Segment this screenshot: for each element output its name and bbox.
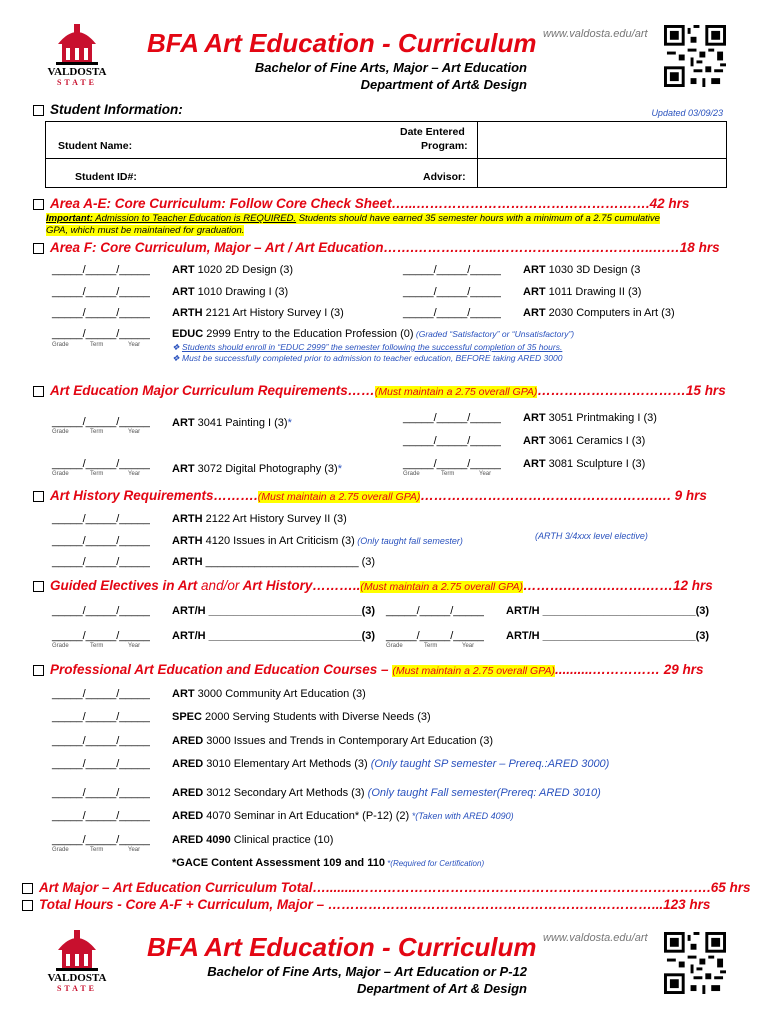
logo-text-state: STATE	[56, 78, 98, 87]
page-title: BFA Art Education - Curriculum	[147, 28, 537, 58]
educ-bullet-1: ❖ Students should enroll in “EDUC 2999” the semester following the successful completion of 35 hours.	[172, 342, 563, 352]
checkbox[interactable]	[33, 386, 44, 397]
grade-blank[interactable]: _____/_____/_____	[52, 810, 150, 822]
logo-text-valdosta: VALDOSTA	[47, 972, 107, 984]
grade-blank[interactable]: _____/_____/_____	[403, 458, 501, 470]
grade-blank[interactable]: _____/_____/_____	[403, 307, 501, 319]
year-label: Year	[462, 643, 475, 649]
checkbox[interactable]	[33, 105, 44, 116]
checkbox[interactable]	[33, 243, 44, 254]
student-id-label: Student ID#:	[75, 171, 137, 183]
course-educ-2999: EDUC 2999 Entry to the Education Profession (0) (Graded “Satisfactory” or “Unsatisfactory”)	[172, 328, 575, 340]
course-spec-2000: SPEC 2000 Serving Students with Diverse Needs (3)	[172, 711, 431, 723]
grade-blank[interactable]: _____/_____/_____	[52, 556, 150, 568]
elective-art-h-3[interactable]: ART/H _________________________(3)	[172, 630, 376, 642]
year-label: Year	[128, 643, 141, 649]
header-url[interactable]: www.valdosta.edu/art	[543, 28, 648, 40]
area-f-heading: Area F: Core Curriculum, Major – Art / Art Education…….……….……...……………………………..……18 hrs	[33, 240, 720, 255]
student-info-heading: Student Information:	[33, 102, 183, 117]
logo-text-valdosta: VALDOSTA	[47, 66, 107, 78]
grade-blank[interactable]: _____/_____/_____	[52, 711, 150, 723]
grade-blank[interactable]: _____/_____/_____	[52, 328, 150, 340]
term-label: Term	[90, 471, 104, 477]
course-art-3041: ART 3041 Painting I (3)*	[172, 417, 292, 429]
course-ared-4070: ARED 4070 Seminar in Art Education* (P-12) (2) *(Taken with ARED 4090)	[172, 810, 514, 822]
qr-code-icon	[664, 932, 726, 994]
program-label: Program:	[421, 140, 468, 152]
advisor-label: Advisor:	[423, 171, 466, 183]
year-label: Year	[128, 847, 141, 853]
arth-elective-note: (ARTH 3/4xxx level elective)	[535, 531, 648, 541]
year-label: Year	[128, 471, 141, 477]
major-heading: Art Education Major Curriculum Requirements……(Must maintain a 2.75 overall GPA)……………………………15 hrs	[33, 383, 726, 398]
grade-blank[interactable]: _____/_____/_____	[52, 458, 150, 470]
grade-label: Grade	[403, 471, 420, 477]
educ-bullet-2: ❖ Must be successfully completed prior to admission to teacher education, BEFORE taking ARED 3000	[172, 353, 563, 363]
checkbox[interactable]	[22, 883, 33, 894]
grade-blank[interactable]: _____/_____/_____	[52, 787, 150, 799]
valdosta-logo	[40, 928, 115, 998]
elective-art-h-2[interactable]: ART/H _________________________(3)	[506, 605, 710, 617]
course-art-3072: ART 3072 Digital Photography (3)*	[172, 463, 342, 475]
grade-blank[interactable]: _____/_____/_____	[386, 605, 484, 617]
course-art-1020: ART 1020 2D Design (3)	[172, 264, 294, 276]
course-art-1010: ART 1010 Drawing I (3)	[172, 286, 289, 298]
elective-art-h-1[interactable]: ART/H _________________________(3)	[172, 605, 376, 617]
checkbox[interactable]	[33, 665, 44, 676]
grade-blank[interactable]: _____/_____/_____	[52, 735, 150, 747]
important-note-line1: Important: Admission to Teacher Education is REQUIRED. Students should have earned 35 semester hours with a minimum of a 2.75 cumulative	[46, 213, 660, 224]
footer-department: Department of Art & Design	[357, 981, 527, 996]
grade-blank[interactable]: _____/_____/_____	[52, 307, 150, 319]
checkbox[interactable]	[33, 199, 44, 210]
gace-requirement: *GACE Content Assessment 109 and 110 *(Required for Certification)	[172, 857, 485, 869]
grade-blank[interactable]: _____/_____/_____	[386, 630, 484, 642]
term-label: Term	[424, 643, 438, 649]
course-arth-2121: ARTH 2121 Art History Survey I (3)	[172, 307, 344, 319]
course-ared-3000: ARED 3000 Issues and Trends in Contemporary Art Education (3)	[172, 735, 493, 747]
grade-label: Grade	[52, 643, 69, 649]
updated-date: Updated 03/09/23	[651, 108, 723, 118]
valdosta-logo	[40, 22, 115, 92]
art-history-heading: Art History Requirements……….(Must maintain a 2.75 overall GPA)…………………………………………….…. 9 hrs	[33, 488, 707, 503]
term-label: Term	[90, 429, 104, 435]
date-entered-label: Date Entered	[400, 126, 465, 138]
grade-blank[interactable]: _____/_____/_____	[52, 535, 150, 547]
term-label: Term	[90, 643, 104, 649]
grade-blank[interactable]: _____/_____/_____	[52, 758, 150, 770]
major-total: Art Major – Art Education Curriculum Total…........…………………………………………………………………….65 hrs	[22, 880, 751, 895]
grade-label: Grade	[52, 429, 69, 435]
footer-degree: Bachelor of Fine Arts, Major – Art Education or P-12	[207, 964, 527, 979]
course-art-3051: ART 3051 Printmaking I (3)	[523, 412, 657, 424]
area-ae-heading: Area A-E: Core Curriculum: Follow Core Check Sheet…...…………………………………………….42 hrs	[33, 196, 689, 211]
footer-url[interactable]: www.valdosta.edu/art	[543, 932, 648, 944]
course-ared-3010: ARED 3010 Elementary Art Methods (3) (Only taught SP semester – Prereq.:ARED 3000)	[172, 758, 610, 770]
checkbox[interactable]	[33, 491, 44, 502]
elective-art-h-4[interactable]: ART/H _________________________(3)	[506, 630, 710, 642]
year-label: Year	[128, 429, 141, 435]
year-label: Year	[128, 342, 141, 348]
year-label: Year	[479, 471, 492, 477]
grade-blank[interactable]: _____/_____/_____	[403, 264, 501, 276]
course-art-3061: ART 3061 Ceramics I (3)	[523, 435, 646, 447]
grade-blank[interactable]: _____/_____/_____	[52, 286, 150, 298]
grade-blank[interactable]: _____/_____/_____	[52, 688, 150, 700]
checkbox[interactable]	[22, 900, 33, 911]
header-degree: Bachelor of Fine Arts, Major – Art Education	[254, 60, 527, 75]
diamond-bullet-icon: ❖	[172, 353, 182, 363]
course-ared-4090: ARED 4090 Clinical practice (10)	[172, 834, 334, 846]
course-arth-4120: ARTH 4120 Issues in Art Criticism (3) (Only taught fall semester)	[172, 535, 463, 547]
term-label: Term	[90, 847, 104, 853]
footer-title: BFA Art Education - Curriculum	[147, 932, 537, 962]
course-art-1030: ART 1030 3D Design (3	[523, 264, 641, 276]
course-art-2030: ART 2030 Computers in Art (3)	[523, 307, 675, 319]
grade-blank[interactable]: _____/_____/_____	[52, 416, 150, 428]
term-label: Term	[90, 342, 104, 348]
grade-blank[interactable]: _____/_____/_____	[52, 264, 150, 276]
grade-blank[interactable]: _____/_____/_____	[403, 412, 501, 424]
grade-label: Grade	[52, 847, 69, 853]
important-note-line2: GPA, which must be maintained for graduation.	[46, 225, 245, 236]
qr-code-icon	[664, 25, 726, 87]
course-art-3000: ART 3000 Community Art Education (3)	[172, 688, 366, 700]
student-name-label: Student Name:	[58, 140, 133, 152]
grade-blank[interactable]: _____/_____/_____	[52, 605, 150, 617]
grade-blank[interactable]: _____/_____/_____	[52, 630, 150, 642]
logo-text-state: STATE	[56, 984, 98, 993]
course-arth-elective[interactable]: ARTH _________________________ (3)	[172, 556, 376, 568]
checkbox[interactable]	[33, 581, 44, 592]
grand-total: Total Hours - Core A-F + Curriculum, Major – ………………………………………………………………...123 hrs	[22, 897, 710, 912]
course-art-3081: ART 3081 Sculpture I (3)	[523, 458, 646, 470]
course-ared-3012: ARED 3012 Secondary Art Methods (3) (Only taught Fall semester(Prereq: ARED 3010)	[172, 787, 601, 799]
grade-blank[interactable]: _____/_____/_____	[403, 435, 501, 447]
grade-label: Grade	[52, 471, 69, 477]
grade-blank[interactable]: _____/_____/_____	[403, 286, 501, 298]
grade-label: Grade	[386, 643, 403, 649]
grade-blank[interactable]: _____/_____/_____	[52, 513, 150, 525]
term-label: Term	[441, 471, 455, 477]
diamond-bullet-icon: ❖	[172, 342, 182, 352]
grade-blank[interactable]: _____/_____/_____	[52, 834, 150, 846]
grade-label: Grade	[52, 342, 69, 348]
student-info-table	[45, 121, 727, 188]
professional-heading: Professional Art Education and Education Courses – (Must maintain a 2.75 overall GPA)..........…………… 29 hrs	[33, 662, 704, 677]
header-department: Department of Art& Design	[360, 77, 527, 92]
electives-heading: Guided Electives in Art and/or Art History………..(Must maintain a 2.75 overall GPA)……….…….….…….……12 hrs	[33, 578, 713, 593]
course-art-1011: ART 1011 Drawing II (3)	[523, 286, 642, 298]
course-arth-2122: ARTH 2122 Art History Survey II (3)	[172, 513, 347, 525]
